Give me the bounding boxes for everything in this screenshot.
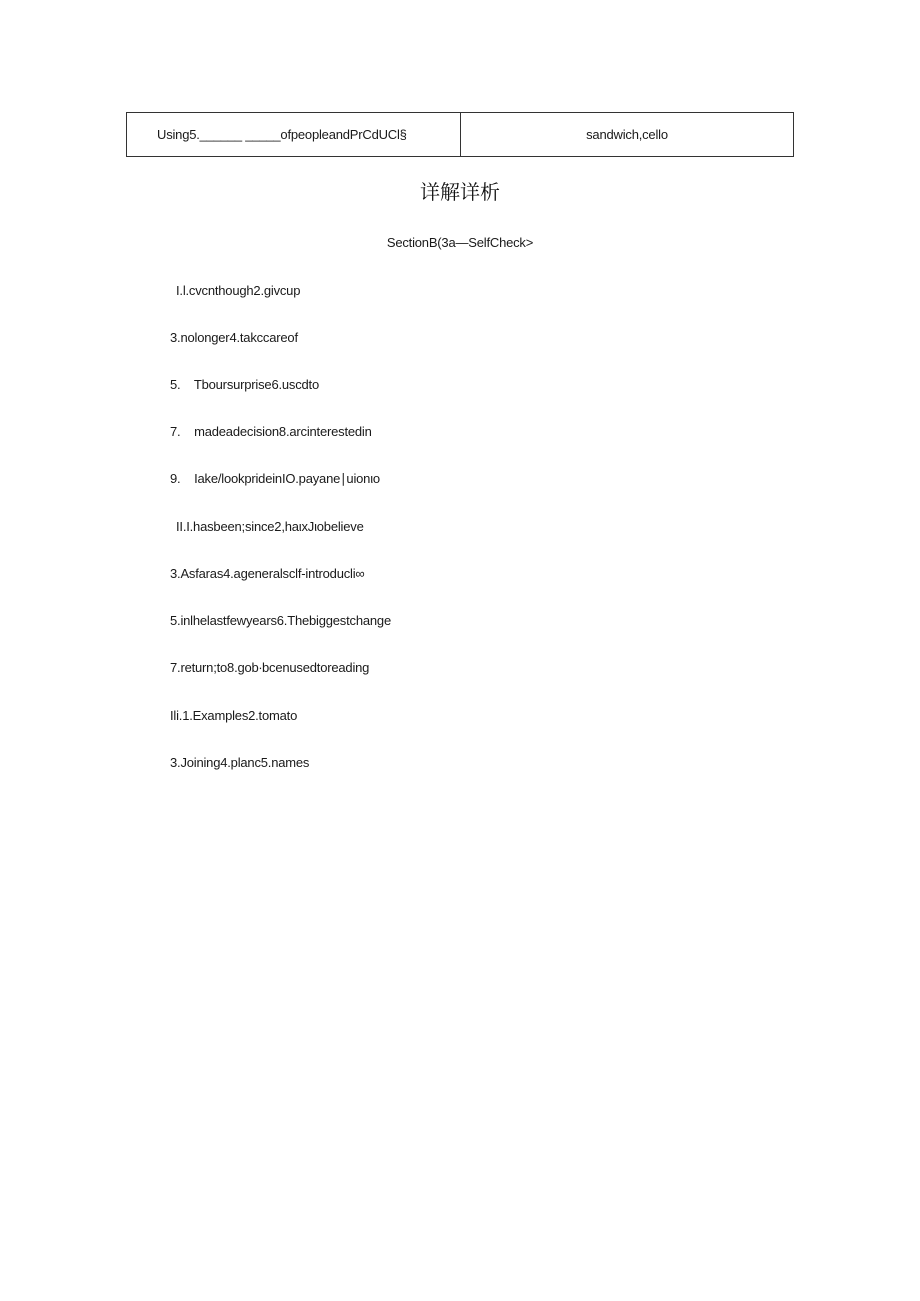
- answer-line: 5.inlhelastfewyears6.Thebiggestchange: [170, 613, 391, 628]
- answer-line: 9. Iake/lookprideinIO.payane∣uionιo: [170, 471, 380, 486]
- answer-line: Ili.1.Examples2.tomato: [170, 708, 298, 723]
- answer-line: 3.Joining4.planc5.names: [170, 755, 310, 770]
- answer-line: 3.nolonger4.takccareof: [170, 330, 298, 345]
- answer-table-row: [126, 112, 794, 157]
- answer-line: 3.Asfaras4.ageneralsclf-introducli∞: [170, 566, 365, 581]
- answer-line: 7.return;to8.gob∙bcenusedtoreading: [170, 660, 370, 675]
- section-title: SectionB(3a—SelfCheck>: [386, 235, 534, 250]
- answer-line: I.l.cvcnthough2.givcup: [176, 283, 301, 298]
- answer-line: II.I.hasbeen;since2,haιxJιobelieve: [176, 519, 364, 534]
- table-cell-right: sandwich,cello: [586, 127, 668, 142]
- page-heading: 详解详析: [420, 180, 500, 204]
- answer-line: 7. madeadecision8.arcinterestedin: [170, 424, 372, 439]
- table-cell-left: Using5.______ _____ofpeopleandPrCdUCl§: [127, 113, 461, 156]
- answer-line: 5. Tboursurprise6.uscdto: [170, 377, 319, 392]
